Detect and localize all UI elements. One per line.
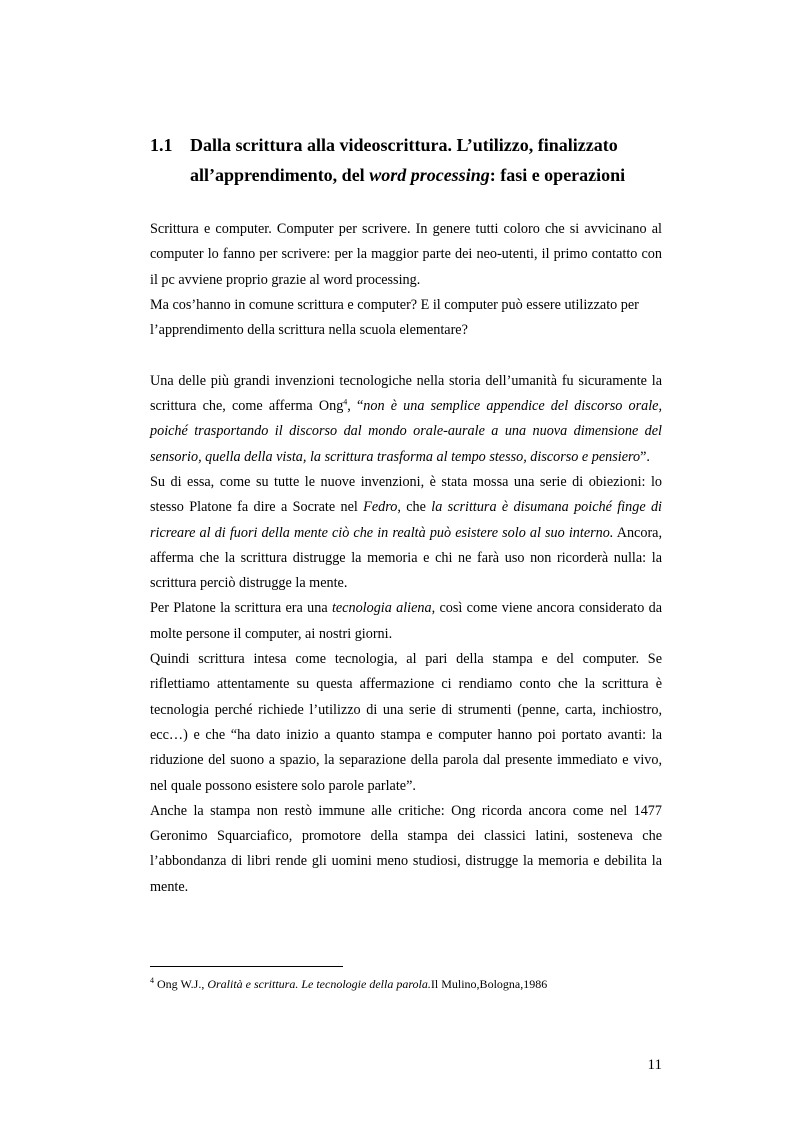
footnote-author: Ong W.J., — [154, 977, 208, 991]
heading-text-2a: all’apprendimento, del — [190, 165, 370, 185]
paragraph-7: Anche la stampa non restò immune alle critiche: Ong ricorda ancora come nel 1477 Geronimo Squarciafico, promotore della stampa dei classici latini, sosteneva che l’abbondanza di libri rende gli uomini meno studiosi, distrugge la memoria e debilita la mente. — [150, 802, 662, 895]
body-text — [150, 217, 662, 900]
heading-line-1 — [150, 130, 662, 160]
paragraph-1: Scrittura e computer. Computer per scrivere. In genere tutti coloro che si avvicinano al computer lo fanno per scrivere: per la maggior parte dei neo-utenti, il primo contatto con il pc avviene proprio grazie al word processing. — [150, 221, 662, 288]
p3-text-b: , “ — [347, 398, 364, 415]
footnote-reference[interactable]: 4 — [343, 397, 348, 407]
p4-text-c: Ancora, afferma che la scrittura distrugge la memoria e chi ne farà uso non ricorderà nulla: la scrittura perciò distrugge la mente. — [150, 524, 663, 592]
p3-text-a: Una delle più grandi invenzioni tecnologiche nella storia dell’umanità fu sicuramente la scrittura che, come afferma Ong — [150, 372, 662, 415]
p3-text-c: ”. — [640, 448, 650, 465]
section-number: 1.1 — [150, 135, 173, 155]
paragraph-4 — [150, 470, 662, 596]
p5-italic: tecnologia aliena — [331, 600, 432, 617]
heading-text-2b: : fasi e operazioni — [489, 165, 626, 185]
paragraph-3 — [150, 369, 662, 470]
p4-fedro-italic: Fedro — [363, 499, 398, 516]
footnote-divider — [150, 966, 343, 967]
paragraph-5 — [150, 596, 662, 647]
footnote-number: 4 — [150, 976, 154, 985]
heading-line-2 — [150, 160, 662, 190]
paragraph-6: Quindi scrittura intesa come tecnologia, al pari della stampa e del computer. Se riflettiamo attentamente su questa affermazione ci rendiamo conto che la scrittura è tecnologia perché richiede l’utilizzo di una serie di strumenti (penne, carta, inchiostro, ecc…) e che “ha dato inizio a quanto stampa e computer hanno poi portato avanti: la riduzione del suono a spazio, la separazione della parola dal presente immediato e vivo, nel quale possono esistere solo parole parlate”. — [150, 651, 662, 794]
p5-text-a: Per Platone la scrittura era una — [150, 600, 332, 617]
heading-text-1: Dalla scrittura alla videoscrittura. L’utilizzo, finalizzato — [190, 135, 618, 155]
p4-quote-italic: la scrittura è disumana poiché finge di ricreare al di fuori della mente ciò che in realtà può esistere solo al suo interno. — [150, 499, 662, 541]
p3-quote-italic: non è una semplice appendice del discorso orale, poiché trasportando il discorso dal mondo orale-aurale a una nuova dimensione del sensorio, quella della vista, la scrittura trasforma al tempo stesso, discorso e pensiero — [150, 398, 662, 465]
p4-text-a: Su di essa, come su tutte le nuove invenzioni, è stata mossa una serie di obiezioni: lo stesso Platone fa dire a Socrate nel — [150, 473, 662, 516]
footnote — [150, 972, 547, 993]
p5-text-b: , così come viene ancora considerato da molte persone il computer, ai nostri giorni. — [150, 600, 663, 642]
footnote-title: Oralità e scrittura. Le tecnologie della parola. — [207, 977, 431, 991]
paragraph-gap — [150, 343, 662, 368]
footnote-publisher: Il Mulino,Bologna,1986 — [430, 977, 548, 991]
heading-text-2-italic: word processing — [369, 165, 490, 185]
paragraph-2: Ma cos’hanno in comune scrittura e computer? E il computer può essere utilizzato per l’apprendimento della scrittura nella scuola elementare? — [150, 296, 639, 339]
section-heading — [150, 130, 662, 190]
p4-text-b: , che — [397, 499, 432, 516]
page-number: 11 — [647, 1057, 662, 1073]
